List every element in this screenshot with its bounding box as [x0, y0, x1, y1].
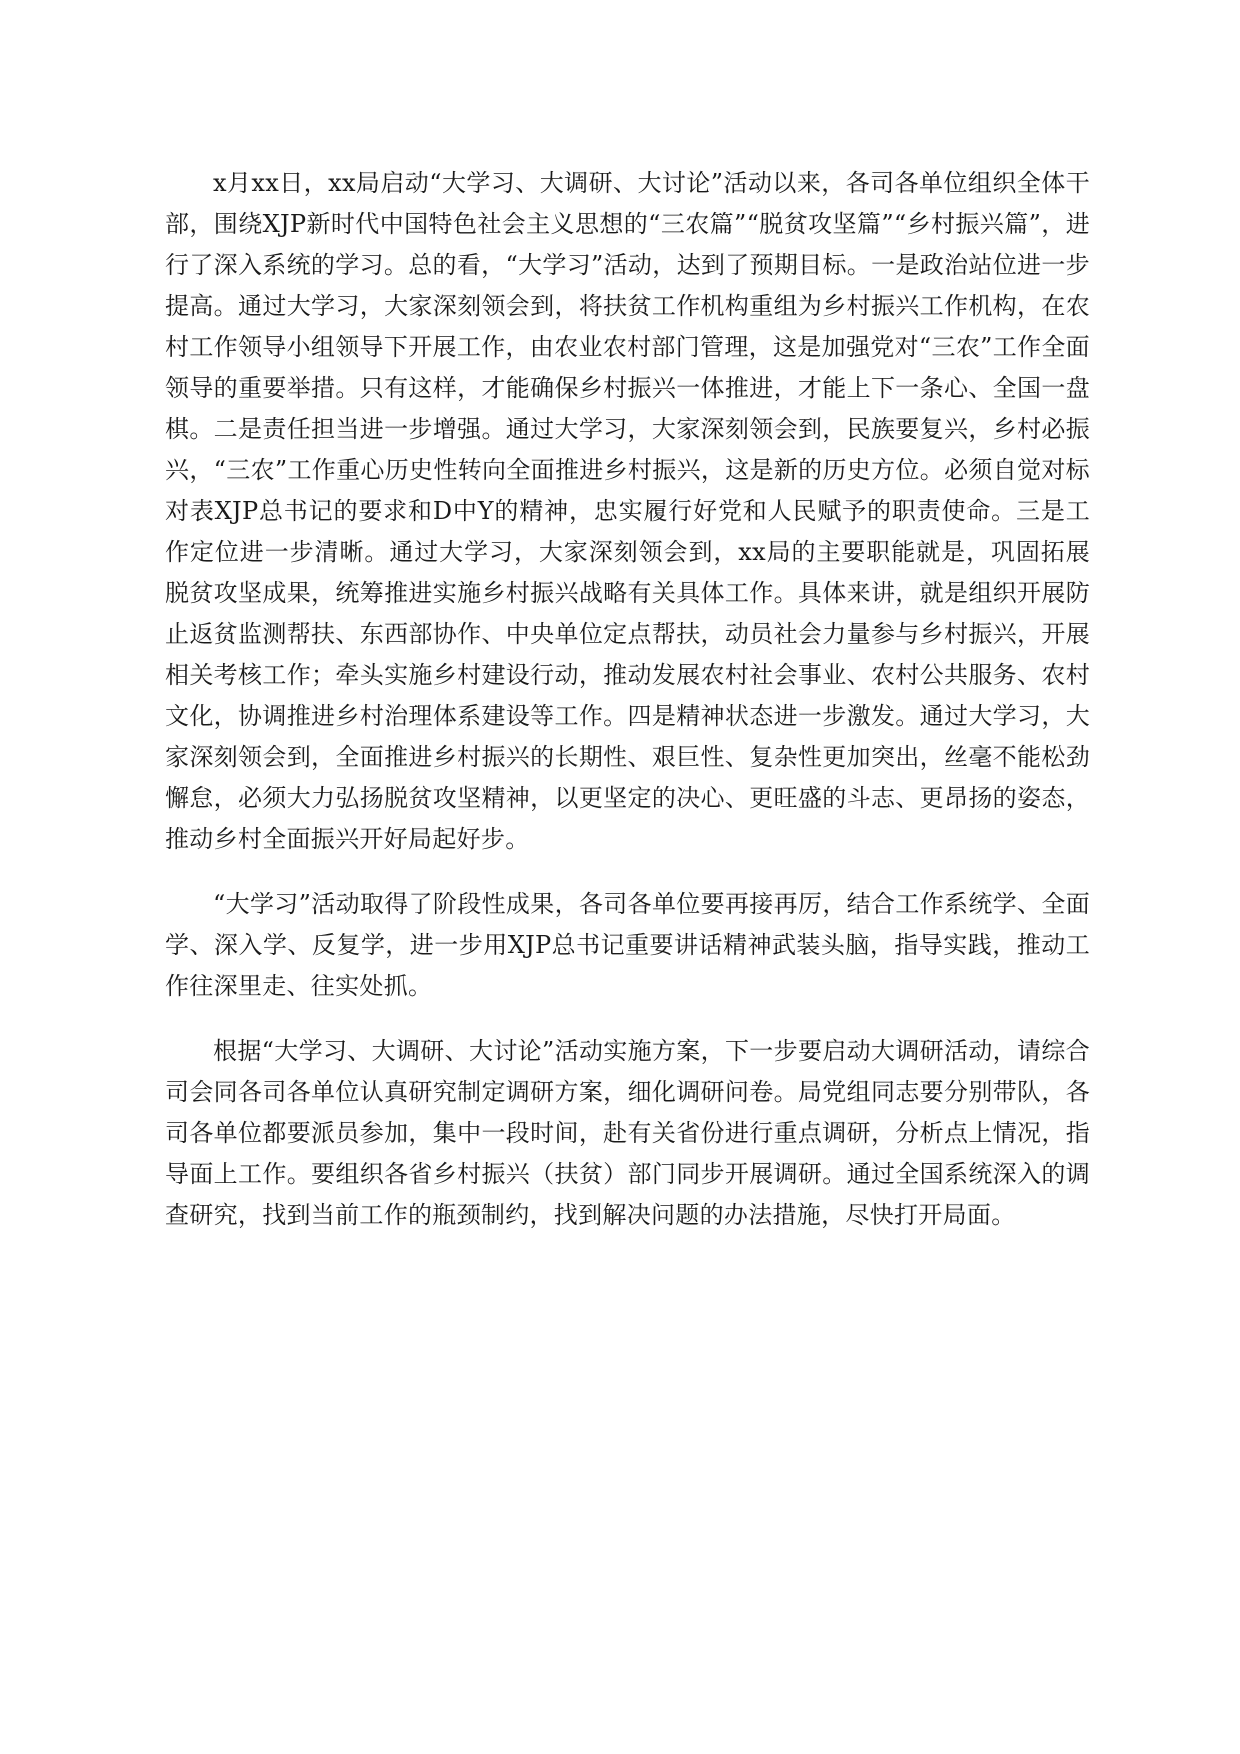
- paragraph-2: “大学习”活动取得了阶段性成果，各司各单位要再接再厉，结合工作系统学、全面学、深入学、反复学，进一步用XJP总书记重要讲话精神武装头脑，指导实践，推动工作往深里走、往实处抓。: [165, 890, 1090, 1000]
- document-body: [165, 163, 1090, 1260]
- paragraph-1: x月xx日，xx局启动“大学习、大调研、大讨论”活动以来，各司各单位组织全体干部，围绕XJP新时代中国特色社会主义思想的“三农篇”“脱贫攻坚篇”“乡村振兴篇”，进行了深入系统的学习。总的看，“大学习”活动，达到了预期目标。一是政治站位进一步提高。通过大学习，大家深刻领会到，将扶贫工作机构重组为乡村振兴工作机构，在农村工作领导小组领导下开展工作，由农业农村部门管理，这是加强党对“三农”工作全面领导的重要举措。只有这样，才能确保乡村振兴一体推进，才能上下一条心、全国一盘棋。二是责任担当进一步增强。通过大学习，大家深刻领会到，民族要复兴，乡村必振兴，“三农”工作重心历史性转向全面推进乡村振兴，这是新的历史方位。必须自觉对标对表XJP总书记的要求和D中Y的精神，忠实履行好党和人民赋予的职责使命。三是工作定位进一步清晰。通过大学习，大家深刻领会到，xx局的主要职能就是，巩固拓展脱贫攻坚成果，统筹推进实施乡村振兴战略有关具体工作。具体来讲，就是组织开展防止返贫监测帮扶、东西部协作、中央单位定点帮扶，动员社会力量参与乡村振兴，开展相关考核工作；牵头实施乡村建设行动，推动发展农村社会事业、农村公共服务、农村文化，协调推进乡村治理体系建设等工作。四是精神状态进一步激发。通过大学习，大家深刻领会到，全面推进乡村振兴的长期性、艰巨性、复杂性更加突出，丝毫不能松劲懈怠，必须大力弘扬脱贫攻坚精神，以更坚定的决心、更旺盛的斗志、更昂扬的姿态，推动乡村全面振兴开好局起好步。: [165, 169, 1090, 853]
- paragraph-3: 根据“大学习、大调研、大讨论”活动实施方案，下一步要启动大调研活动，请综合司会同各司各单位认真研究制定调研方案，细化调研问卷。局党组同志要分别带队，各司各单位都要派员参加，集中一段时间，赴有关省份进行重点调研，分析点上情况，指导面上工作。要组织各省乡村振兴（扶贫）部门同步开展调研。通过全国系统深入的调查研究，找到当前工作的瓶颈制约，找到解决问题的办法措施，尽快打开局面。: [165, 1037, 1090, 1229]
